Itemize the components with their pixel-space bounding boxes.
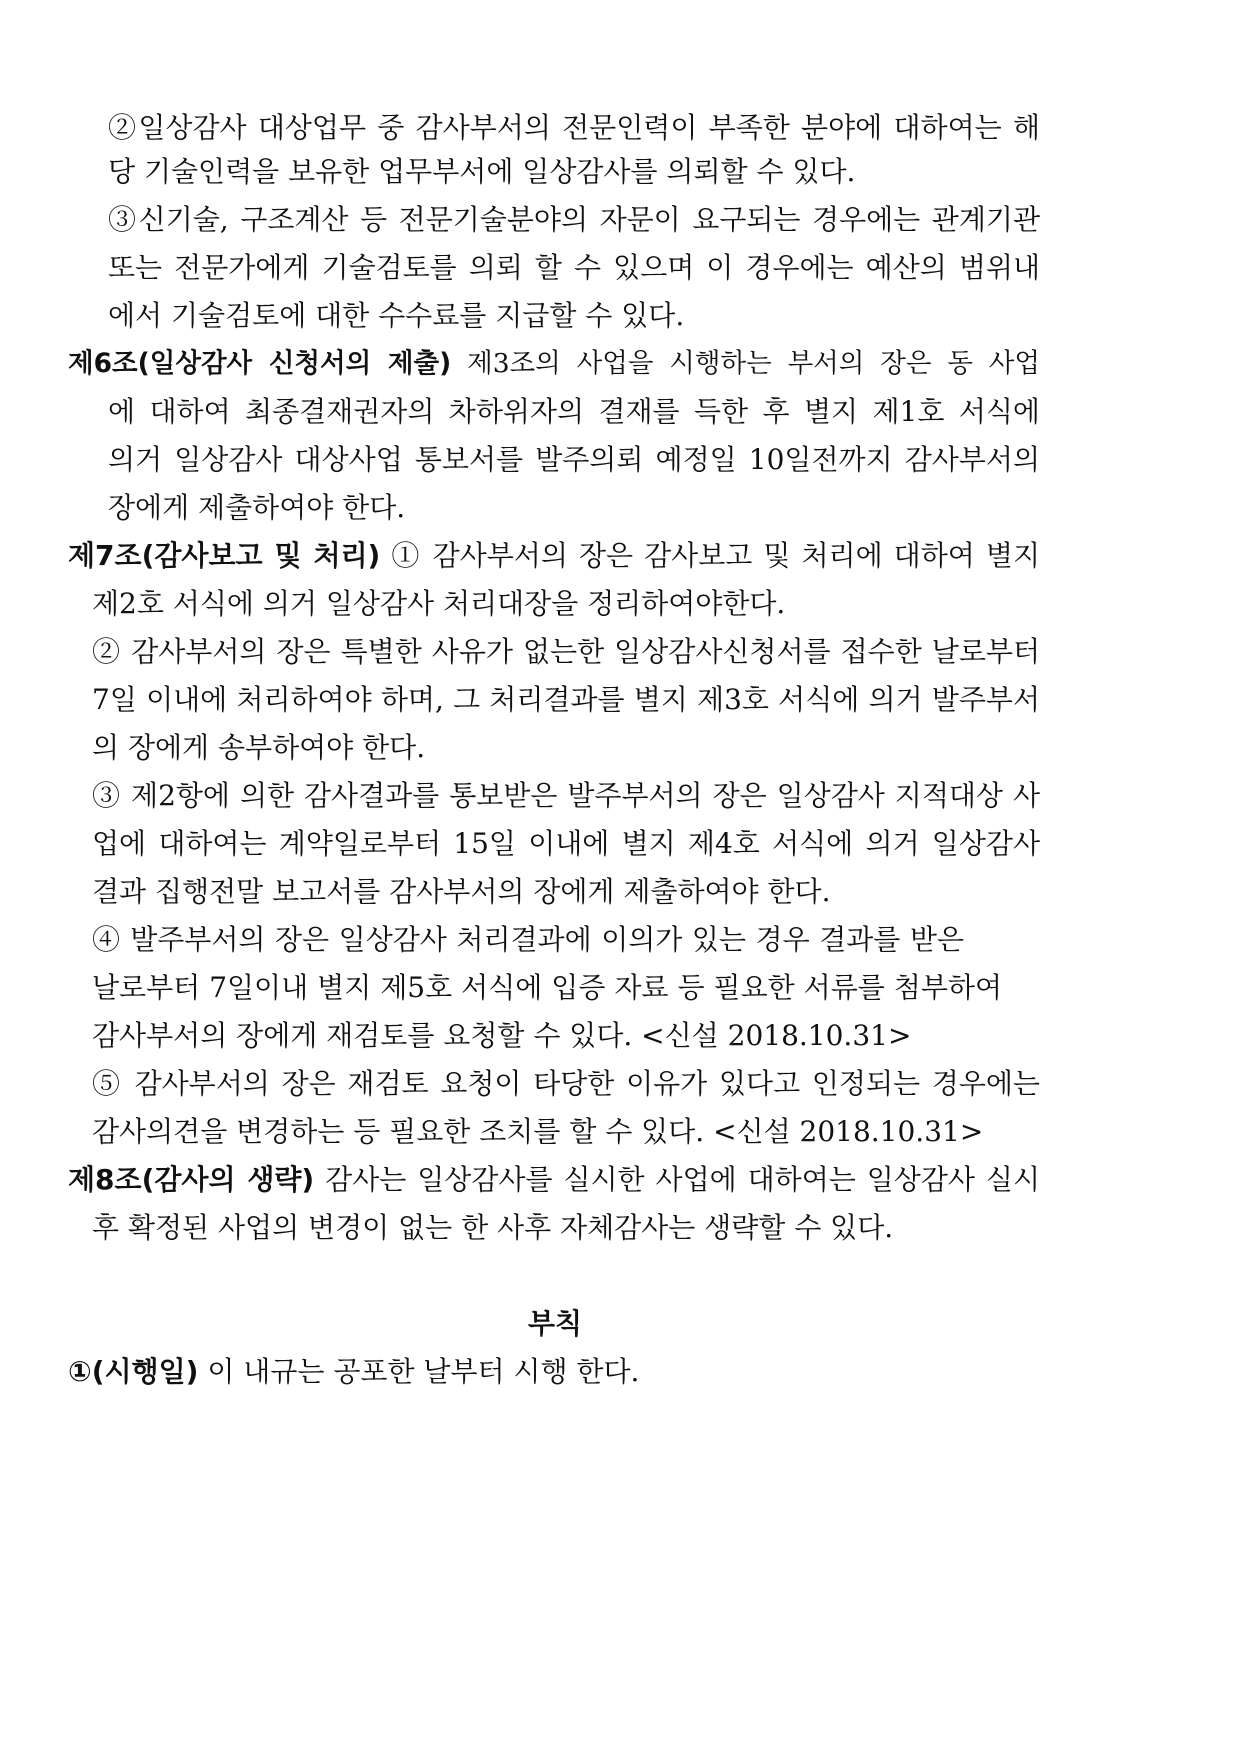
art8-text: 감사는 일상감사를 실시한 사업에 대하여는 일상감사 실시 (314, 1163, 1040, 1196)
art5-para3-line1: ③신기술, 구조계산 등 전문기술분야의 자문이 요구되는 경우에는 관계기관 (108, 203, 1040, 236)
art5-para2-line1: ②일상감사 대상업무 중 감사부서의 전문인력이 부족한 분야에 대하여는 해 (108, 111, 1040, 144)
addenda-heading: 부칙 (527, 1307, 583, 1340)
art6-line4: 장에게 제출하여야 한다. (108, 491, 406, 524)
art7-para2-line3: 의 장에게 송부하여야 한다. (92, 731, 426, 764)
art8-line2: 후 확정된 사업의 변경이 없는 한 사후 자체감사는 생략할 수 있다. (92, 1211, 894, 1244)
art7-text: ① 감사부서의 장은 감사보고 및 처리에 대하여 별지 (380, 539, 1040, 572)
art7-title: 제7조(감사보고 및 처리) (68, 539, 381, 572)
art8-title: 제8조(감사의 생략) (68, 1163, 315, 1196)
art7-para2-line2: 7일 이내에 처리하여야 하며, 그 처리결과를 별지 제3호 서식에 의거 발주부서 (92, 683, 1040, 716)
art7-para4-line2: 날로부터 7일이내 별지 제5호 서식에 입증 자료 등 필요한 서류를 첨부하여 (92, 971, 1002, 1004)
art5-para2-line2: 당 기술인력을 보유한 업무부서에 일상감사를 의뢰할 수 있다. (108, 155, 856, 188)
addenda-item1-text: 이 내규는 공포한 날부터 시행 한다. (198, 1355, 640, 1388)
art7-line1 (68, 538, 1040, 574)
art6-line2: 에 대하여 최종결재권자의 차하위자의 결재를 득한 후 별지 제1호 서식에 (108, 395, 1040, 428)
art7-para4-line3: 감사부서의 장에게 재검토를 요청할 수 있다. <신설 2018.10.31> (92, 1019, 912, 1052)
art6-line1 (68, 346, 1040, 382)
art6-line3: 의거 일상감사 대상사업 통보서를 발주의뢰 예정일 10일전까지 감사부서의 (108, 443, 1040, 476)
addenda-item1 (68, 1354, 639, 1390)
art7-para5-line1: ⑤ 감사부서의 장은 재검토 요청이 타당한 이유가 있다고 인정되는 경우에는 (92, 1067, 1040, 1100)
art7-para5-line2: 감사의견을 변경하는 등 필요한 조치를 할 수 있다. <신설 2018.10.31> (92, 1115, 984, 1148)
art7-line2: 제2호 서식에 의거 일상감사 처리대장을 정리하여야한다. (92, 587, 786, 620)
art7-para4-line1: ④ 발주부서의 장은 일상감사 처리결과에 이의가 있는 경우 결과를 받은 (92, 923, 964, 956)
art5-para3-line3: 에서 기술검토에 대한 수수료를 지급할 수 있다. (108, 299, 685, 332)
addenda-item1-title: ①(시행일) (68, 1355, 199, 1388)
art7-para3-line3: 결과 집행전말 보고서를 감사부서의 장에게 제출하여야 한다. (92, 875, 831, 908)
art7-para3-line1: ③ 제2항에 의한 감사결과를 통보받은 발주부서의 장은 일상감사 지적대상 사 (92, 779, 1040, 812)
art6-title: 제6조(일상감사 신청서의 제출) (68, 348, 452, 379)
art7-para2-line1: ② 감사부서의 장은 특별한 사유가 없는한 일상감사신청서를 접수한 날로부터 (92, 635, 1040, 668)
art6-text: 제3조의 사업을 시행하는 부서의 장은 동 사업 (451, 348, 1040, 379)
art5-para3-line2: 또는 전문가에게 기술검토를 의뢰 할 수 있으며 이 경우에는 예산의 범위내 (108, 251, 1040, 284)
art7-para3-line2: 업에 대하여는 계약일로부터 15일 이내에 별지 제4호 서식에 의거 일상감사 (92, 827, 1040, 860)
art8-line1 (68, 1162, 1040, 1198)
